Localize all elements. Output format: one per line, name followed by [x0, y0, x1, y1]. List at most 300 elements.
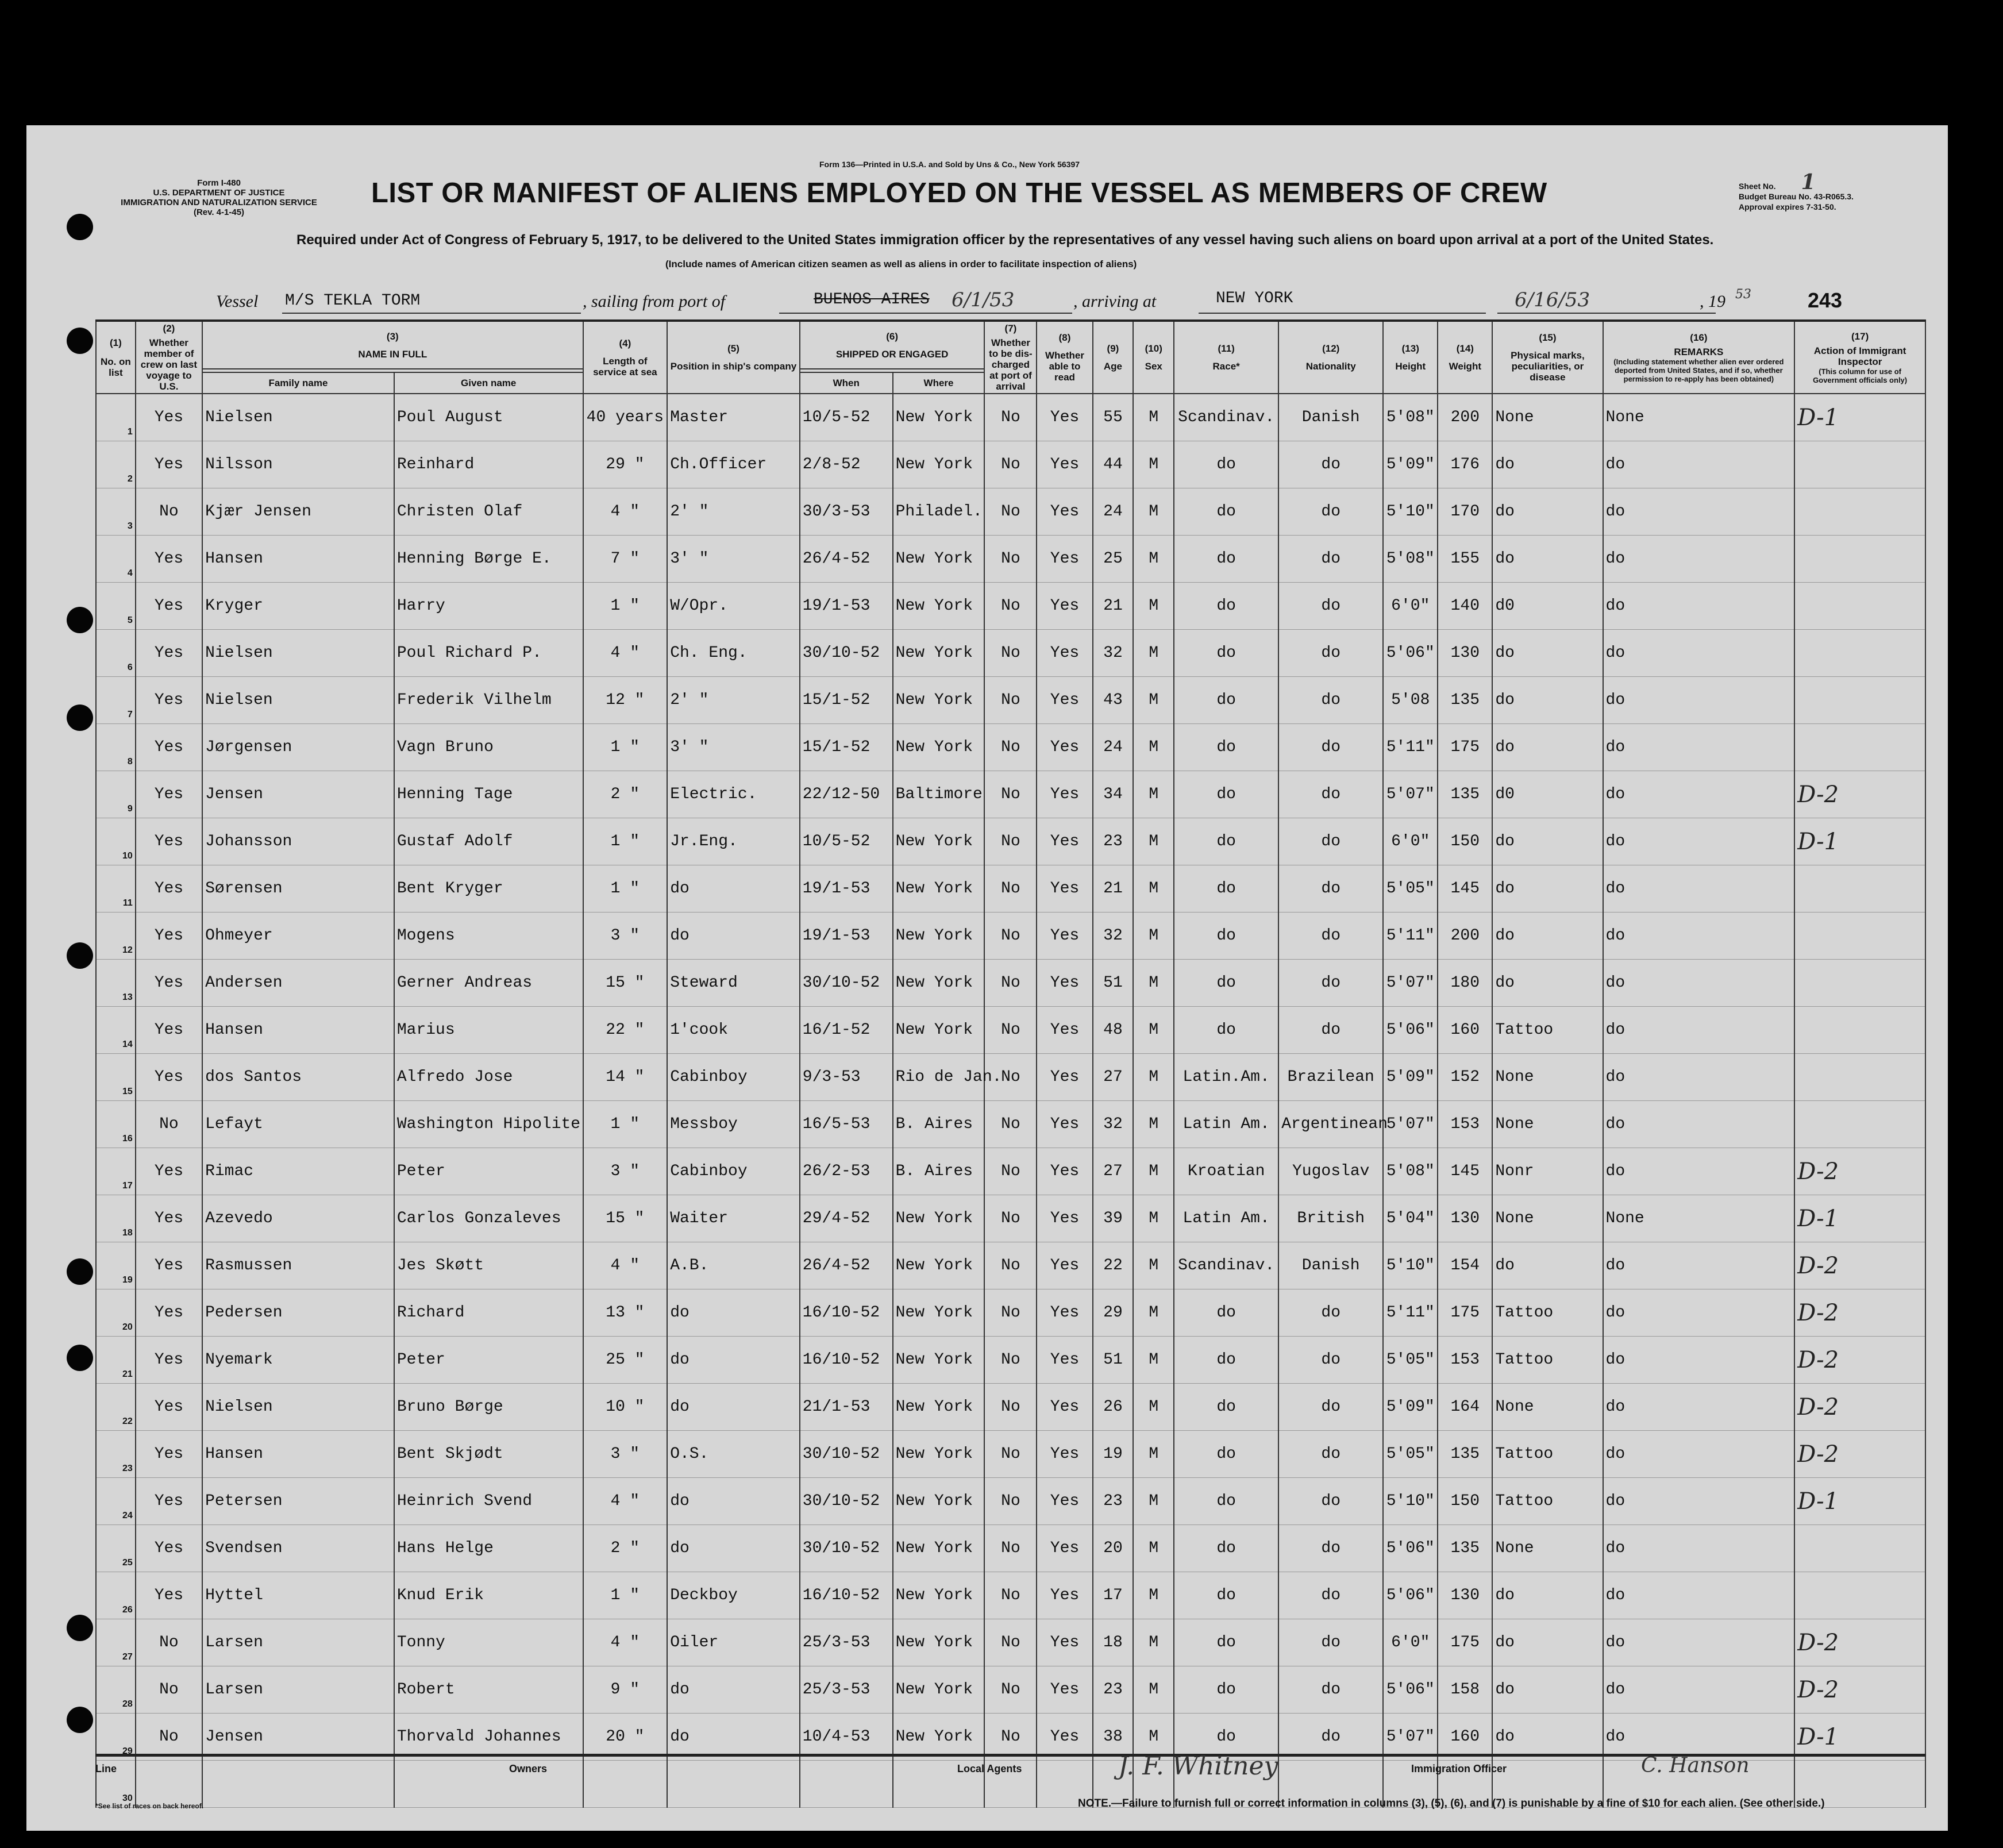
height-cell: 5'05"	[1383, 865, 1438, 913]
shipped-where-cell: New York	[893, 1195, 985, 1242]
able-to-read-cell: Yes	[1037, 1525, 1092, 1572]
physical-marks-cell: None	[1492, 1101, 1603, 1148]
prior-voyage-cell	[136, 1761, 202, 1808]
inspector-action-cell: D-2	[1794, 1289, 1925, 1337]
prior-voyage-cell: Yes	[136, 1431, 202, 1478]
family-name-cell	[202, 1761, 394, 1808]
nationality-cell: do	[1278, 724, 1383, 771]
inspector-action-cell: D-2	[1794, 1337, 1925, 1384]
height-cell: 5'09"	[1383, 1054, 1438, 1101]
position-cell: do	[667, 1337, 800, 1384]
table-row	[96, 1289, 1925, 1337]
remarks-cell: do	[1603, 1101, 1795, 1148]
arrival-port: NEW YORK	[1216, 290, 1293, 307]
nationality-cell: British	[1278, 1195, 1383, 1242]
shipped-where-cell: B. Aires	[893, 1101, 985, 1148]
shipped-when-cell: 16/1-52	[800, 1007, 893, 1054]
race-cell: do	[1174, 488, 1278, 536]
form-number: Form I-480	[197, 178, 241, 188]
able-to-read-cell: Yes	[1037, 724, 1092, 771]
service-length-cell: 29 "	[583, 441, 668, 488]
nationality-cell: Yugoslav	[1278, 1148, 1383, 1195]
prior-voyage-cell: No	[136, 488, 202, 536]
height-cell: 6'0"	[1383, 818, 1438, 865]
manifest-sheet	[26, 125, 1948, 1831]
height-cell: 5'05"	[1383, 1431, 1438, 1478]
row-number: 15	[96, 1054, 136, 1101]
physical-marks-cell: do	[1492, 1714, 1603, 1761]
physical-marks-cell: Tattoo	[1492, 1289, 1603, 1337]
given-name-cell: Washington Hipolite	[394, 1101, 583, 1148]
physical-marks-cell: Tattoo	[1492, 1478, 1603, 1525]
shipped-where-cell: New York	[893, 1525, 985, 1572]
height-cell: 5'07"	[1383, 960, 1438, 1007]
physical-marks-cell: do	[1492, 1619, 1603, 1666]
able-to-read-cell: Yes	[1037, 583, 1092, 630]
weight-cell: 130	[1438, 630, 1492, 677]
position-cell: Ch.Officer	[667, 441, 800, 488]
age-cell: 51	[1093, 1337, 1134, 1384]
prior-voyage-cell: No	[136, 1619, 202, 1666]
able-to-read-cell: Yes	[1037, 1101, 1092, 1148]
prior-voyage-cell: Yes	[136, 536, 202, 583]
nationality-cell: do	[1278, 865, 1383, 913]
able-to-read-cell: Yes	[1037, 1289, 1092, 1337]
family-name-cell: Ohmeyer	[202, 913, 394, 960]
discharged-cell: No	[984, 583, 1037, 630]
age-cell: 32	[1093, 913, 1134, 960]
position-cell: Messboy	[667, 1101, 800, 1148]
departure-date: 6/1/53	[952, 288, 1015, 311]
weight-cell: 150	[1438, 818, 1492, 865]
shipped-where-cell: New York	[893, 1337, 985, 1384]
shipped-when-cell: 16/10-52	[800, 1289, 893, 1337]
race-cell: do	[1174, 960, 1278, 1007]
inspector-action-cell	[1794, 1054, 1925, 1101]
family-name-cell: Rasmussen	[202, 1242, 394, 1289]
row-number: 26	[96, 1572, 136, 1619]
given-name-cell: Gustaf Adolf	[394, 818, 583, 865]
row-number: 19	[96, 1242, 136, 1289]
family-name-cell: Nielsen	[202, 1384, 394, 1431]
given-name-cell: Heinrich Svend	[394, 1478, 583, 1525]
service-length-cell: 4 "	[583, 630, 668, 677]
prior-voyage-cell: Yes	[136, 1572, 202, 1619]
given-name-cell: Mogens	[394, 913, 583, 960]
physical-marks-cell: None	[1492, 1384, 1603, 1431]
age-cell: 34	[1093, 771, 1134, 818]
given-name-cell: Henning Børge E.	[394, 536, 583, 583]
binder-hole	[67, 704, 93, 731]
service-length-cell: 40 years	[583, 394, 668, 441]
nationality-cell: do	[1278, 441, 1383, 488]
sex-cell: M	[1133, 1619, 1174, 1666]
able-to-read-cell: Yes	[1037, 677, 1092, 724]
inspector-action-cell	[1794, 536, 1925, 583]
nationality-cell: do	[1278, 1431, 1383, 1478]
service-length-cell: 12 "	[583, 677, 668, 724]
service-name: IMMIGRATION AND NATURALIZATION SERVICE	[121, 198, 317, 207]
row-number: 2	[96, 441, 136, 488]
sex-cell: M	[1133, 441, 1174, 488]
family-name-cell: Nilsson	[202, 441, 394, 488]
weight-cell: 130	[1438, 1572, 1492, 1619]
row-number: 23	[96, 1431, 136, 1478]
position-cell: Waiter	[667, 1195, 800, 1242]
given-name-cell: Jes Skøtt	[394, 1242, 583, 1289]
given-name-cell: Poul Richard P.	[394, 630, 583, 677]
height-cell: 5'06"	[1383, 1525, 1438, 1572]
service-length-cell: 3 "	[583, 1148, 668, 1195]
row-number: 17	[96, 1148, 136, 1195]
inspector-action-cell	[1794, 724, 1925, 771]
sheet-info	[1739, 170, 1854, 212]
row-number: 13	[96, 960, 136, 1007]
able-to-read-cell: Yes	[1037, 1195, 1092, 1242]
table-row	[96, 583, 1925, 630]
family-name-cell: Nielsen	[202, 630, 394, 677]
nationality-cell: do	[1278, 1714, 1383, 1761]
given-name-cell: Marius	[394, 1007, 583, 1054]
service-length-cell: 9 "	[583, 1666, 668, 1714]
prior-voyage-cell: Yes	[136, 913, 202, 960]
shipped-when-cell: 15/1-52	[800, 724, 893, 771]
discharged-cell: No	[984, 630, 1037, 677]
family-name-cell: Jensen	[202, 1714, 394, 1761]
position-cell: 3' "	[667, 536, 800, 583]
given-name-cell: Christen Olaf	[394, 488, 583, 536]
col-discharged-header: (7) Whether to be dis-charged at port of arrival	[984, 321, 1037, 394]
remarks-cell: do	[1603, 1666, 1795, 1714]
binder-hole	[67, 1707, 93, 1733]
sex-cell: M	[1133, 583, 1174, 630]
col-sex-header: (10) Sex	[1133, 321, 1174, 394]
able-to-read-cell: Yes	[1037, 1148, 1092, 1195]
service-length-cell: 1 "	[583, 1572, 668, 1619]
shipped-where-cell: New York	[893, 1619, 985, 1666]
row-number: 29	[96, 1714, 136, 1761]
prior-voyage-cell: Yes	[136, 441, 202, 488]
remarks-cell: do	[1603, 488, 1795, 536]
family-name-cell: Andersen	[202, 960, 394, 1007]
prior-voyage-cell: Yes	[136, 1478, 202, 1525]
binder-hole	[67, 1345, 93, 1371]
remarks-cell: do	[1603, 1289, 1795, 1337]
physical-marks-cell: d0	[1492, 583, 1603, 630]
age-cell: 32	[1093, 630, 1134, 677]
weight-cell: 140	[1438, 583, 1492, 630]
able-to-read-cell: Yes	[1037, 1666, 1092, 1714]
discharged-cell: No	[984, 536, 1037, 583]
family-name-cell: Kryger	[202, 583, 394, 630]
discharged-cell: No	[984, 1525, 1037, 1572]
shipped-when-cell: 30/10-52	[800, 1525, 893, 1572]
position-cell: 2' "	[667, 677, 800, 724]
shipped-where-cell: New York	[893, 818, 985, 865]
nationality-cell: do	[1278, 1289, 1383, 1337]
race-cell: do	[1174, 1619, 1278, 1666]
position-cell: do	[667, 1666, 800, 1714]
remarks-cell: do	[1603, 1714, 1795, 1761]
col-no-header: (1) No. on list	[96, 321, 136, 394]
col-position-header: (5) Position in ship's company	[667, 321, 800, 394]
prior-voyage-cell: Yes	[136, 583, 202, 630]
sex-cell: M	[1133, 1195, 1174, 1242]
inspector-action-cell	[1794, 677, 1925, 724]
family-name-cell: Nyemark	[202, 1337, 394, 1384]
discharged-cell: No	[984, 1007, 1037, 1054]
position-cell: W/Opr.	[667, 583, 800, 630]
inspector-action-cell	[1794, 865, 1925, 913]
remarks-cell: do	[1603, 1007, 1795, 1054]
age-cell: 23	[1093, 818, 1134, 865]
prior-voyage-cell: Yes	[136, 394, 202, 441]
inspector-action-cell: D-1	[1794, 1478, 1925, 1525]
weight-cell: 158	[1438, 1666, 1492, 1714]
race-cell: do	[1174, 818, 1278, 865]
nationality-cell: do	[1278, 771, 1383, 818]
nationality-cell: Brazilean	[1278, 1054, 1383, 1101]
remarks-cell: do	[1603, 536, 1795, 583]
discharged-cell: No	[984, 771, 1037, 818]
sex-cell: M	[1133, 1337, 1174, 1384]
shipped-where-cell: New York	[893, 913, 985, 960]
shipped-when-cell: 19/1-53	[800, 583, 893, 630]
page-title: LIST OR MANIFEST OF ALIENS EMPLOYED ON THE VESSEL AS MEMBERS OF CREW	[371, 178, 1547, 209]
remarks-cell: do	[1603, 1384, 1795, 1431]
service-length-cell: 2 "	[583, 771, 668, 818]
arrival-date: 6/16/53	[1515, 288, 1590, 311]
inspector-action-cell: D-2	[1794, 1384, 1925, 1431]
vessel-name: M/S TEKLA TORM	[285, 292, 421, 310]
height-cell: 5'09"	[1383, 1384, 1438, 1431]
age-cell: 51	[1093, 960, 1134, 1007]
service-length-cell: 7 "	[583, 536, 668, 583]
family-name-cell: Rimac	[202, 1148, 394, 1195]
age-cell: 27	[1093, 1054, 1134, 1101]
row-number: 16	[96, 1101, 136, 1148]
race-cell: do	[1174, 771, 1278, 818]
sex-cell: M	[1133, 818, 1174, 865]
given-name-cell: Thorvald Johannes	[394, 1714, 583, 1761]
given-name-cell: Bruno Børge	[394, 1384, 583, 1431]
position-cell: do	[667, 1525, 800, 1572]
inspector-action-cell: D-2	[1794, 1619, 1925, 1666]
inspector-action-cell: D-2	[1794, 1242, 1925, 1289]
able-to-read-cell: Yes	[1037, 1337, 1092, 1384]
row-number: 3	[96, 488, 136, 536]
officer-signature: C. Hanson	[1641, 1754, 1750, 1777]
weight-cell: 170	[1438, 488, 1492, 536]
family-name-cell: Azevedo	[202, 1195, 394, 1242]
shipped-where-cell: B. Aires	[893, 1148, 985, 1195]
height-cell: 5'10"	[1383, 488, 1438, 536]
service-length-cell: 4 "	[583, 1478, 668, 1525]
inspector-action-cell	[1794, 630, 1925, 677]
discharged-cell: No	[984, 488, 1037, 536]
position-cell: Jr.Eng.	[667, 818, 800, 865]
budget-bureau: Budget Bureau No. 43-R065.3.	[1739, 192, 1854, 201]
physical-marks-cell: do	[1492, 865, 1603, 913]
sheet-number: 1	[1801, 170, 1816, 194]
position-cell: Master	[667, 394, 800, 441]
given-name-cell	[394, 1761, 583, 1808]
sex-cell: M	[1133, 1666, 1174, 1714]
shipped-when-cell: 26/4-52	[800, 536, 893, 583]
row-number: 28	[96, 1666, 136, 1714]
penalty-note: NOTE.—Failure to furnish full or correct information in columns (3), (5), (6), and (7) is punishable by a fine of $10 for each alien. (See other side.)	[1078, 1797, 1825, 1810]
binder-hole	[67, 942, 93, 969]
shipped-when-cell: 16/10-52	[800, 1337, 893, 1384]
shipped-when-cell: 22/12-50	[800, 771, 893, 818]
sex-cell: M	[1133, 865, 1174, 913]
family-name-cell: Jensen	[202, 771, 394, 818]
col-height-header: (13) Height	[1383, 321, 1438, 394]
able-to-read-cell: Yes	[1037, 1007, 1092, 1054]
shipped-when-cell: 16/10-52	[800, 1572, 893, 1619]
binder-hole	[67, 607, 93, 633]
shipped-when-cell: 30/10-52	[800, 960, 893, 1007]
race-cell: do	[1174, 1666, 1278, 1714]
shipped-where-cell: New York	[893, 630, 985, 677]
race-cell: do	[1174, 536, 1278, 583]
height-cell: 5'11"	[1383, 913, 1438, 960]
given-name-cell: Gerner Andreas	[394, 960, 583, 1007]
family-name-cell: Svendsen	[202, 1525, 394, 1572]
discharged-cell: No	[984, 960, 1037, 1007]
able-to-read-cell: Yes	[1037, 771, 1092, 818]
row-number: 14	[96, 1007, 136, 1054]
able-to-read-cell: Yes	[1037, 1384, 1092, 1431]
age-cell: 21	[1093, 865, 1134, 913]
family-name-cell: Lefayt	[202, 1101, 394, 1148]
col-action-header: (17) Action of Immigrant Inspector (This column for use of Government officials only)	[1794, 321, 1925, 394]
age-cell: 24	[1093, 488, 1134, 536]
position-cell	[667, 1761, 800, 1808]
col-nationality-header: (12) Nationality	[1278, 321, 1383, 394]
shipped-when-cell: 15/1-52	[800, 677, 893, 724]
remarks-cell: do	[1603, 1572, 1795, 1619]
shipped-where-cell: New York	[893, 1478, 985, 1525]
inspector-action-cell: D-2	[1794, 1148, 1925, 1195]
shipped-where-cell: New York	[893, 677, 985, 724]
position-cell: do	[667, 1384, 800, 1431]
table-row	[96, 488, 1925, 536]
department-name: U.S. DEPARTMENT OF JUSTICE	[153, 188, 285, 198]
table-row	[96, 1478, 1925, 1525]
row-number: 22	[96, 1384, 136, 1431]
physical-marks-cell: Tattoo	[1492, 1007, 1603, 1054]
race-cell: do	[1174, 724, 1278, 771]
line-label: Line	[95, 1763, 117, 1774]
prior-voyage-cell: No	[136, 1101, 202, 1148]
weight-cell: 152	[1438, 1054, 1492, 1101]
service-length-cell: 1 "	[583, 583, 668, 630]
shipped-when-cell: 21/1-53	[800, 1384, 893, 1431]
col-when-header: When	[800, 372, 893, 394]
able-to-read-cell: Yes	[1037, 1714, 1092, 1761]
family-name-cell: Nielsen	[202, 394, 394, 441]
nationality-cell: Danish	[1278, 394, 1383, 441]
nationality-cell: do	[1278, 1478, 1383, 1525]
given-name-cell: Bent Skjødt	[394, 1431, 583, 1478]
voyage-line	[26, 287, 1948, 316]
sex-cell: M	[1133, 536, 1174, 583]
nationality-cell: do	[1278, 1666, 1383, 1714]
given-name-cell: Poul August	[394, 394, 583, 441]
form-identifier	[104, 178, 334, 217]
weight-cell: 145	[1438, 1148, 1492, 1195]
height-cell: 5'08"	[1383, 394, 1438, 441]
height-cell: 5'06"	[1383, 630, 1438, 677]
sex-cell: M	[1133, 960, 1174, 1007]
family-name-cell: Kjær Jensen	[202, 488, 394, 536]
physical-marks-cell: do	[1492, 536, 1603, 583]
sex-cell: M	[1133, 771, 1174, 818]
table-row	[96, 1007, 1925, 1054]
physical-marks-cell: None	[1492, 1195, 1603, 1242]
weight-cell: 145	[1438, 865, 1492, 913]
prior-voyage-cell: Yes	[136, 677, 202, 724]
table-row	[96, 1384, 1925, 1431]
inspector-action-cell: D-1	[1794, 394, 1925, 441]
shipped-when-cell: 10/5-52	[800, 394, 893, 441]
physical-marks-cell: None	[1492, 394, 1603, 441]
age-cell: 39	[1093, 1195, 1134, 1242]
race-cell: do	[1174, 865, 1278, 913]
able-to-read-cell: Yes	[1037, 488, 1092, 536]
remarks-cell: do	[1603, 677, 1795, 724]
able-to-read-cell: Yes	[1037, 1619, 1092, 1666]
physical-marks-cell: Tattoo	[1492, 1431, 1603, 1478]
service-length-cell: 20 "	[583, 1714, 668, 1761]
weight-cell: 153	[1438, 1101, 1492, 1148]
weight-cell: 164	[1438, 1384, 1492, 1431]
table-row	[96, 865, 1925, 913]
race-cell: Kroatian	[1174, 1148, 1278, 1195]
owners-label: Owners	[509, 1763, 548, 1774]
race-cell: do	[1174, 1431, 1278, 1478]
service-length-cell: 4 "	[583, 488, 668, 536]
sex-cell: M	[1133, 1714, 1174, 1761]
physical-marks-cell: None	[1492, 1525, 1603, 1572]
shipped-when-cell: 30/10-52	[800, 630, 893, 677]
remarks-cell: do	[1603, 1337, 1795, 1384]
height-cell: 5'08"	[1383, 1148, 1438, 1195]
prior-voyage-cell: Yes	[136, 1384, 202, 1431]
weight-cell: 153	[1438, 1337, 1492, 1384]
weight-cell: 160	[1438, 1714, 1492, 1761]
height-cell: 5'06"	[1383, 1007, 1438, 1054]
service-length-cell: 4 "	[583, 1619, 668, 1666]
departure-port: BUENOS AIRES	[814, 291, 930, 309]
shipped-where-cell: Philadel.	[893, 488, 985, 536]
prior-voyage-cell: Yes	[136, 960, 202, 1007]
prior-voyage-cell: Yes	[136, 1525, 202, 1572]
age-cell: 55	[1093, 394, 1134, 441]
sex-cell: M	[1133, 1478, 1174, 1525]
position-cell: Steward	[667, 960, 800, 1007]
race-cell: do	[1174, 1337, 1278, 1384]
sex-cell: M	[1133, 1289, 1174, 1337]
binder-hole	[67, 214, 93, 240]
physical-marks-cell: do	[1492, 913, 1603, 960]
physical-marks-cell: do	[1492, 441, 1603, 488]
discharged-cell: No	[984, 1666, 1037, 1714]
remarks-cell: do	[1603, 1619, 1795, 1666]
weight-cell: 135	[1438, 677, 1492, 724]
nationality-cell: do	[1278, 1007, 1383, 1054]
